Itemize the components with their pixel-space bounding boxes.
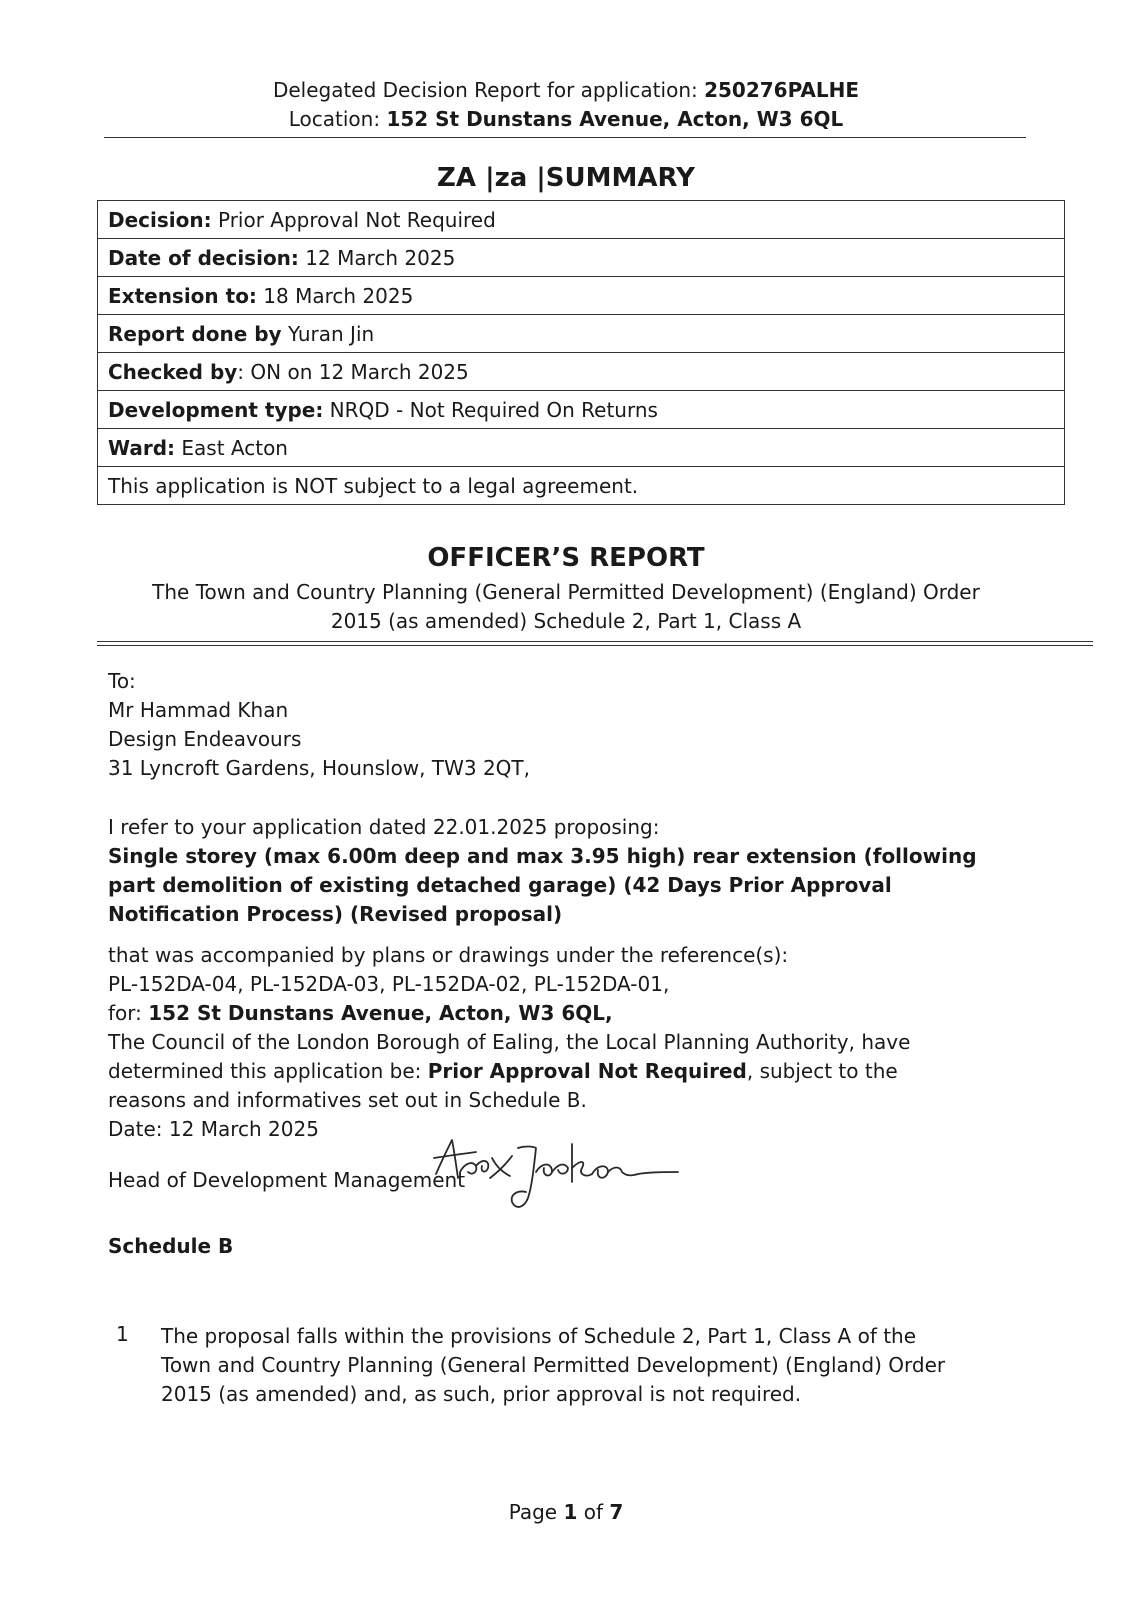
plans-intro: that was accompanied by plans or drawings under the reference(s): bbox=[108, 943, 789, 967]
reason-text bbox=[161, 1322, 1041, 1409]
summary-label: Date of decision: bbox=[108, 245, 299, 270]
summary-row-development-type bbox=[98, 391, 1065, 429]
reason-line: Town and Country Planning (General Permitted Development) (England) Order bbox=[161, 1353, 946, 1377]
summary-row-ward bbox=[98, 429, 1065, 467]
summary-label: Development type: bbox=[108, 397, 324, 422]
proposal-line: Single storey (max 6.00m deep and max 3.95 high) rear extension (following bbox=[108, 844, 977, 868]
location-header-line bbox=[0, 105, 1132, 133]
for-address: 152 St Dunstans Avenue, Acton, W3 6QL, bbox=[148, 1001, 613, 1025]
recipient-address: 31 Lyncroft Gardens, Hounslow, TW3 2QT, bbox=[108, 756, 530, 780]
reason-number: 1 bbox=[116, 1322, 129, 1346]
summary-label: Checked by bbox=[108, 359, 238, 384]
of-label: of bbox=[577, 1500, 610, 1524]
council-decision-line: determined this application be: Prior Approval Not Required, subject to the bbox=[108, 1059, 898, 1083]
summary-row-date-of-decision bbox=[98, 239, 1065, 277]
header-divider bbox=[104, 137, 1026, 138]
summary-label: Report done by bbox=[108, 321, 282, 346]
summary-row-legal-note bbox=[98, 467, 1065, 505]
summary-label: Extension to: bbox=[108, 283, 257, 308]
summary-value: NRQD - Not Required On Returns bbox=[323, 397, 658, 422]
summary-table bbox=[97, 200, 1065, 505]
recipient-company: Design Endeavours bbox=[108, 727, 302, 751]
summary-row-report-done-by bbox=[98, 315, 1065, 353]
summary-row-checked-by bbox=[98, 353, 1065, 391]
council-decision: Prior Approval Not Required bbox=[427, 1059, 747, 1083]
proposal-line: part demolition of existing detached garage) (42 Days Prior Approval bbox=[108, 873, 892, 897]
to-label: To: bbox=[108, 669, 136, 693]
location-address: 152 St Dunstans Avenue, Acton, W3 6QL bbox=[386, 107, 844, 131]
page-footer bbox=[0, 1500, 1132, 1524]
for-line bbox=[108, 999, 1038, 1028]
legal-agreement-note: This application is NOT subject to a legal agreement. bbox=[98, 467, 1065, 505]
order-line: The Town and Country Planning (General Permitted Development) (England) Order bbox=[152, 580, 980, 604]
summary-value: Yuran Jin bbox=[281, 321, 375, 346]
section-divider bbox=[97, 641, 1093, 646]
page-total: 7 bbox=[609, 1500, 624, 1524]
summary-value: East Acton bbox=[175, 435, 288, 460]
for-label: for: bbox=[108, 1001, 149, 1025]
page-current: 1 bbox=[563, 1500, 578, 1524]
proposal-description bbox=[108, 842, 1038, 929]
schedule-b-title: Schedule B bbox=[108, 1234, 234, 1258]
summary-row-extension bbox=[98, 277, 1065, 315]
order-line: 2015 (as amended) Schedule 2, Part 1, Class A bbox=[330, 609, 802, 633]
report-label: Delegated Decision Report for application: bbox=[272, 78, 705, 102]
summary-title: ZA |za |SUMMARY bbox=[437, 163, 695, 193]
location-label: Location: bbox=[288, 107, 387, 131]
summary-value: Prior Approval Not Required bbox=[211, 207, 496, 232]
summary-value: : ON on 12 March 2025 bbox=[237, 359, 469, 384]
summary-value: 12 March 2025 bbox=[298, 245, 456, 270]
reason-line: 2015 (as amended) and, as such, prior approval is not required. bbox=[161, 1382, 802, 1406]
decision-date: Date: 12 March 2025 bbox=[108, 1117, 319, 1141]
summary-label: Ward: bbox=[108, 435, 176, 460]
order-reference bbox=[0, 578, 1132, 636]
recipient-name: Mr Hammad Khan bbox=[108, 698, 289, 722]
summary-value: 18 March 2025 bbox=[256, 283, 414, 308]
officer-report-title: OFFICER’S REPORT bbox=[427, 543, 705, 573]
refer-line: I refer to your application dated 22.01.2025 proposing: bbox=[108, 815, 660, 839]
proposal-line: Notification Process) (Revised proposal) bbox=[108, 902, 563, 926]
council-line: reasons and informatives set out in Schedule B. bbox=[108, 1088, 587, 1112]
decision-paragraph bbox=[108, 941, 1038, 1144]
recipient-block bbox=[108, 667, 1038, 783]
application-reference: 250276PALHE bbox=[704, 78, 860, 102]
report-header-line bbox=[0, 76, 1132, 104]
summary-row-decision bbox=[98, 201, 1065, 239]
plans-references: PL-152DA-04, PL-152DA-03, PL-152DA-02, PL-152DA-01, bbox=[108, 972, 670, 996]
handwritten-signature bbox=[432, 1138, 682, 1222]
summary-label: Decision: bbox=[108, 207, 212, 232]
page-label: Page bbox=[508, 1500, 564, 1524]
council-line: The Council of the London Borough of Ealing, the Local Planning Authority, have bbox=[108, 1030, 911, 1054]
reason-line: The proposal falls within the provisions of Schedule 2, Part 1, Class A of the bbox=[161, 1324, 917, 1348]
signatory-title: Head of Development Management bbox=[108, 1168, 466, 1192]
